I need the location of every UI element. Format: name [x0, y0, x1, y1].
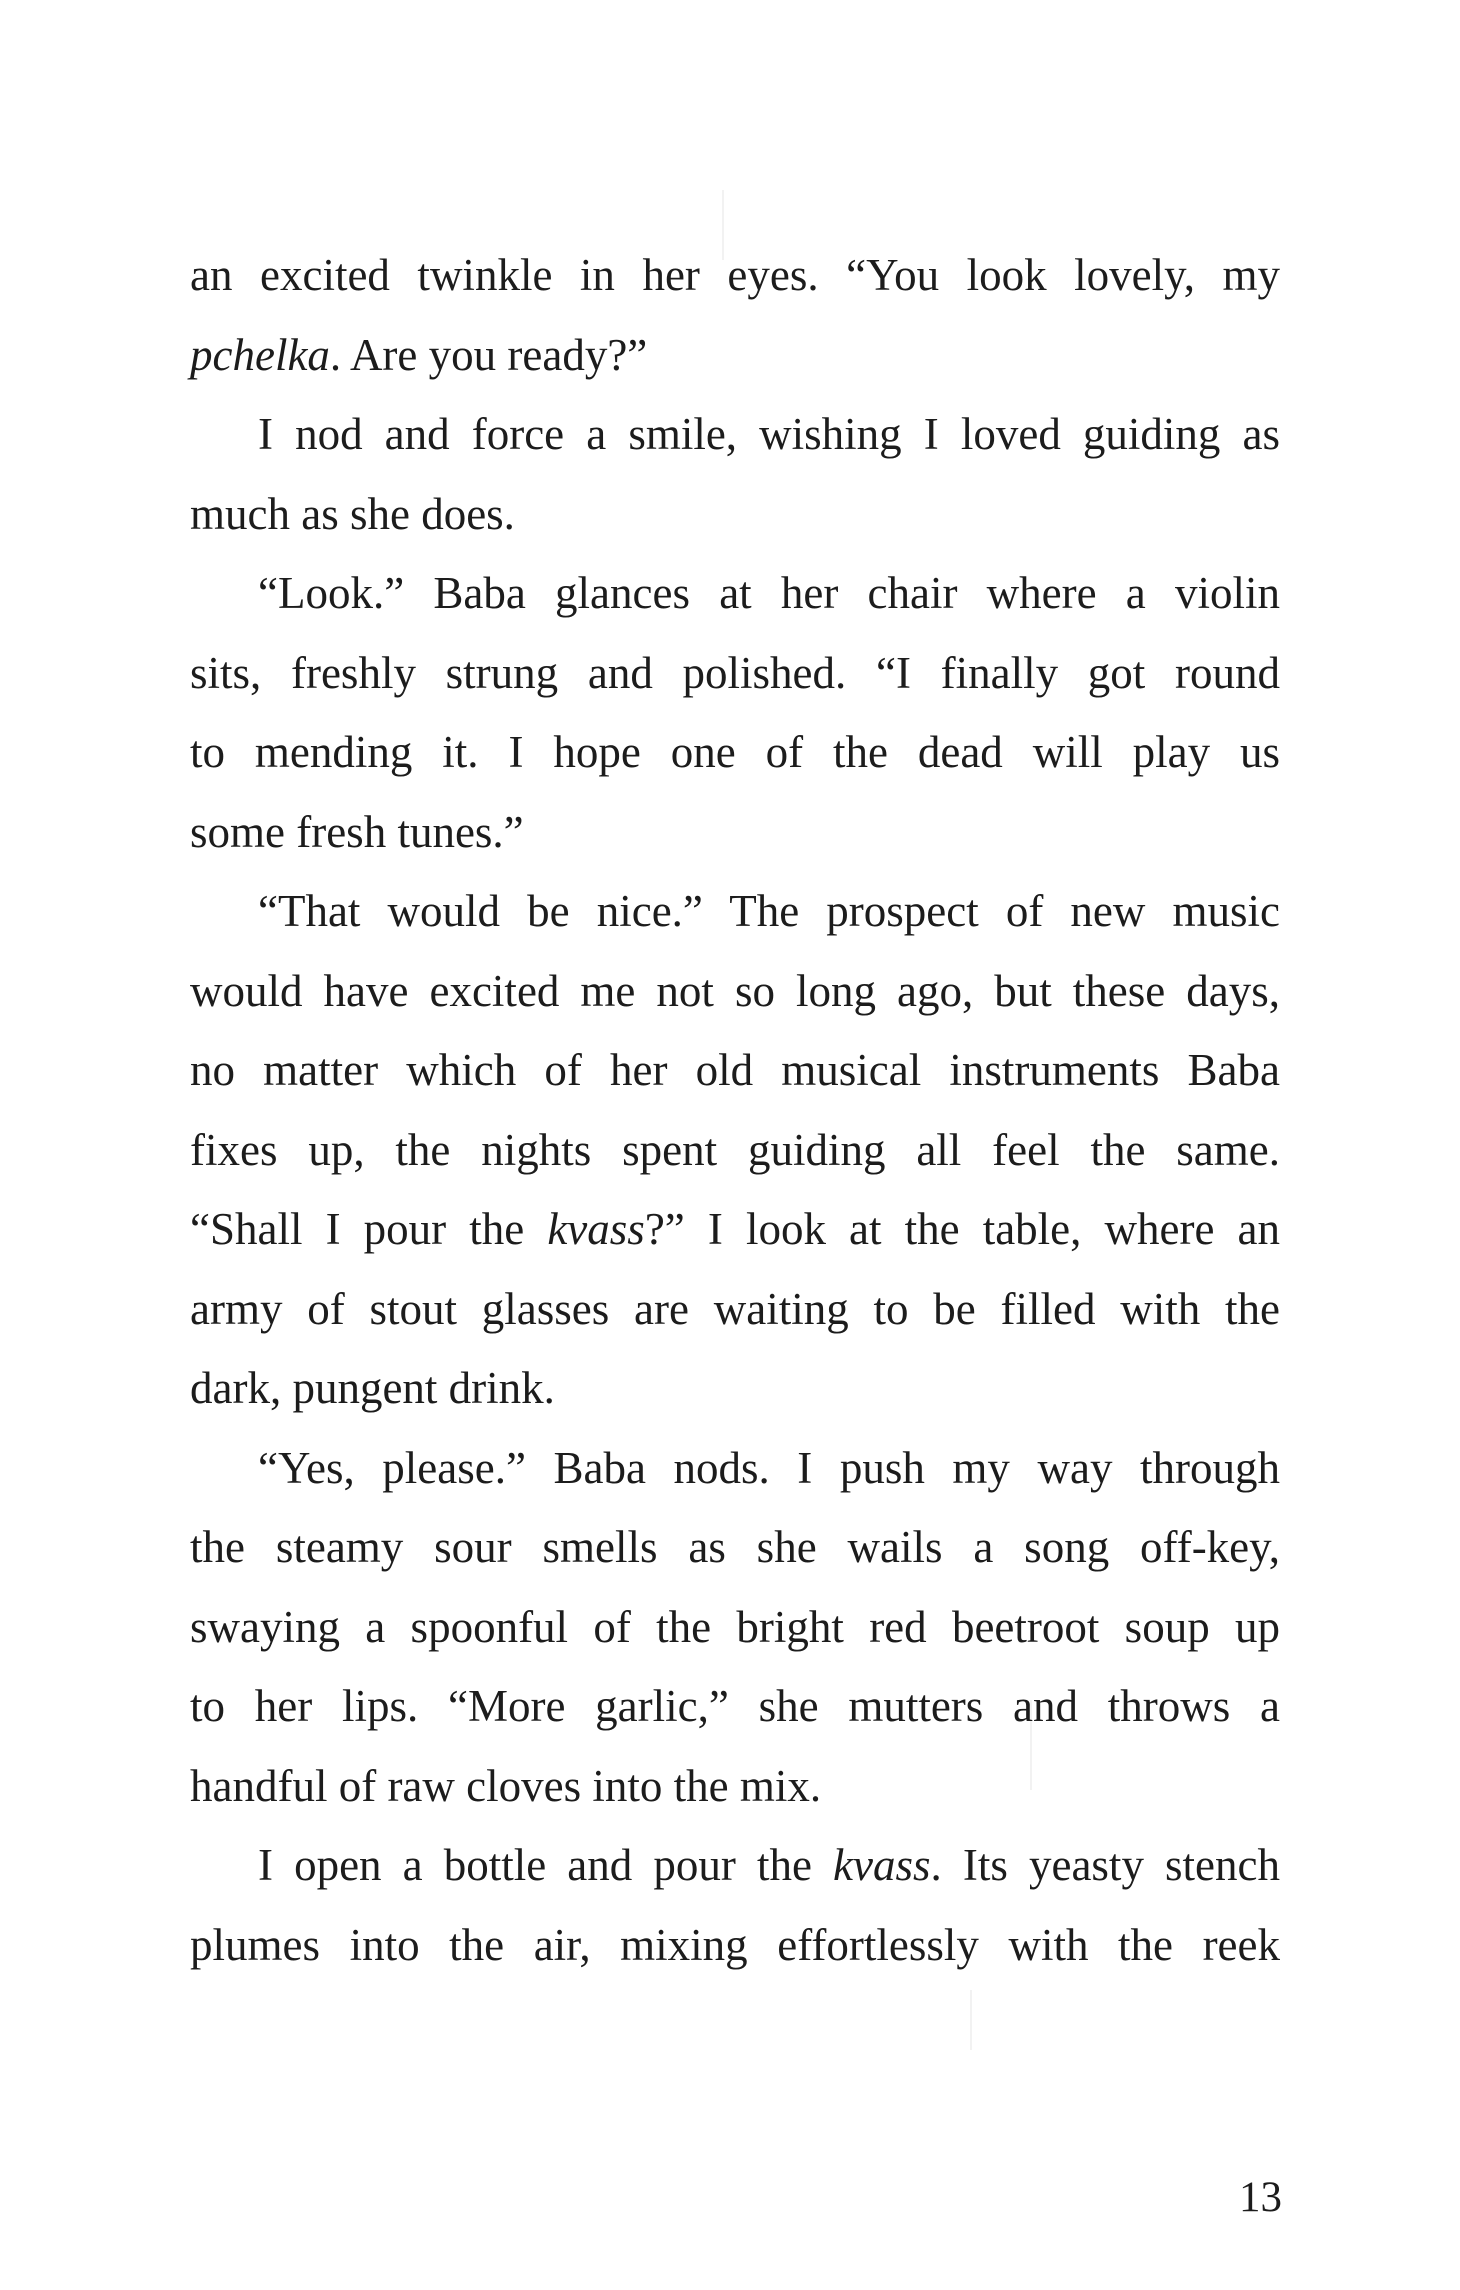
text-segment: the steamy sour smells as she wails a song off-key, [190, 1522, 1280, 1572]
text-segment: an excited twinkle in her eyes. “You look lovely, my [190, 250, 1280, 300]
text-line [190, 1429, 1280, 1509]
text-segment: swaying a spoonful of the bright red beetroot soup up [190, 1601, 1280, 1652]
text-segment: . Its yeasty stench [930, 1840, 1280, 1890]
text-line [190, 475, 1280, 555]
text-segment: fixes up, the nights spent guiding all feel the same. [190, 1124, 1280, 1175]
text-segment: “Shall I pour the [190, 1204, 548, 1254]
text-segment: would have excited me not so long ago, but these days, [190, 965, 1280, 1016]
text-line [190, 872, 1280, 952]
text-line [190, 316, 1280, 396]
text-segment: sits, freshly strung and polished. “I finally got round [190, 647, 1280, 698]
text-segment: I nod and force a smile, wishing I loved guiding as [258, 409, 1280, 459]
text-line [190, 1031, 1280, 1111]
text-segment: I open a bottle and pour the [258, 1840, 834, 1890]
text-line [190, 1826, 1280, 1906]
text-line [190, 1190, 1280, 1270]
italic-word: kvass [833, 1840, 931, 1890]
text-segment: “That would be nice.” The prospect of new music [258, 886, 1280, 936]
text-line [190, 1111, 1280, 1191]
text-segment: dark, pungent drink. [190, 1363, 555, 1413]
text-line [190, 1270, 1280, 1350]
text-segment: . Are you ready?” [329, 329, 648, 380]
text-segment: “Yes, please.” Baba nods. I push my way through [258, 1442, 1280, 1493]
text-line [190, 952, 1280, 1032]
text-line [190, 634, 1280, 714]
text-line [190, 793, 1280, 873]
text-line [190, 1906, 1280, 1986]
body-text [190, 236, 1280, 1985]
text-line [190, 1508, 1280, 1588]
text-line [190, 713, 1280, 793]
text-line [190, 395, 1280, 475]
text-segment: much as she does. [190, 488, 515, 539]
text-segment: plumes into the air, mixing effortlessly with the reek [190, 1919, 1280, 1970]
scan-artifact [970, 1990, 972, 2050]
text-line [190, 1667, 1280, 1747]
text-line [190, 554, 1280, 634]
text-segment: to her lips. “More garlic,” she mutters and throws a [190, 1681, 1280, 1731]
text-segment: ?” I look at the table, where an [644, 1204, 1280, 1254]
page-number: 13 [1239, 2174, 1282, 2221]
text-segment: no matter which of her old musical instruments Baba [190, 1045, 1280, 1095]
text-line [190, 1747, 1280, 1827]
text-segment: some fresh tunes.” [190, 806, 524, 857]
text-segment: to mending it. I hope one of the dead will play us [190, 727, 1280, 777]
italic-word: kvass [547, 1204, 645, 1254]
text-line [190, 236, 1280, 316]
text-line [190, 1349, 1280, 1429]
text-segment: “Look.” Baba glances at her chair where a violin [258, 568, 1280, 618]
italic-word: pchelka [190, 329, 330, 380]
text-segment: army of stout glasses are waiting to be filled with the [190, 1283, 1280, 1334]
text-segment: handful of raw cloves into the mix. [190, 1760, 822, 1811]
text-line [190, 1588, 1280, 1668]
